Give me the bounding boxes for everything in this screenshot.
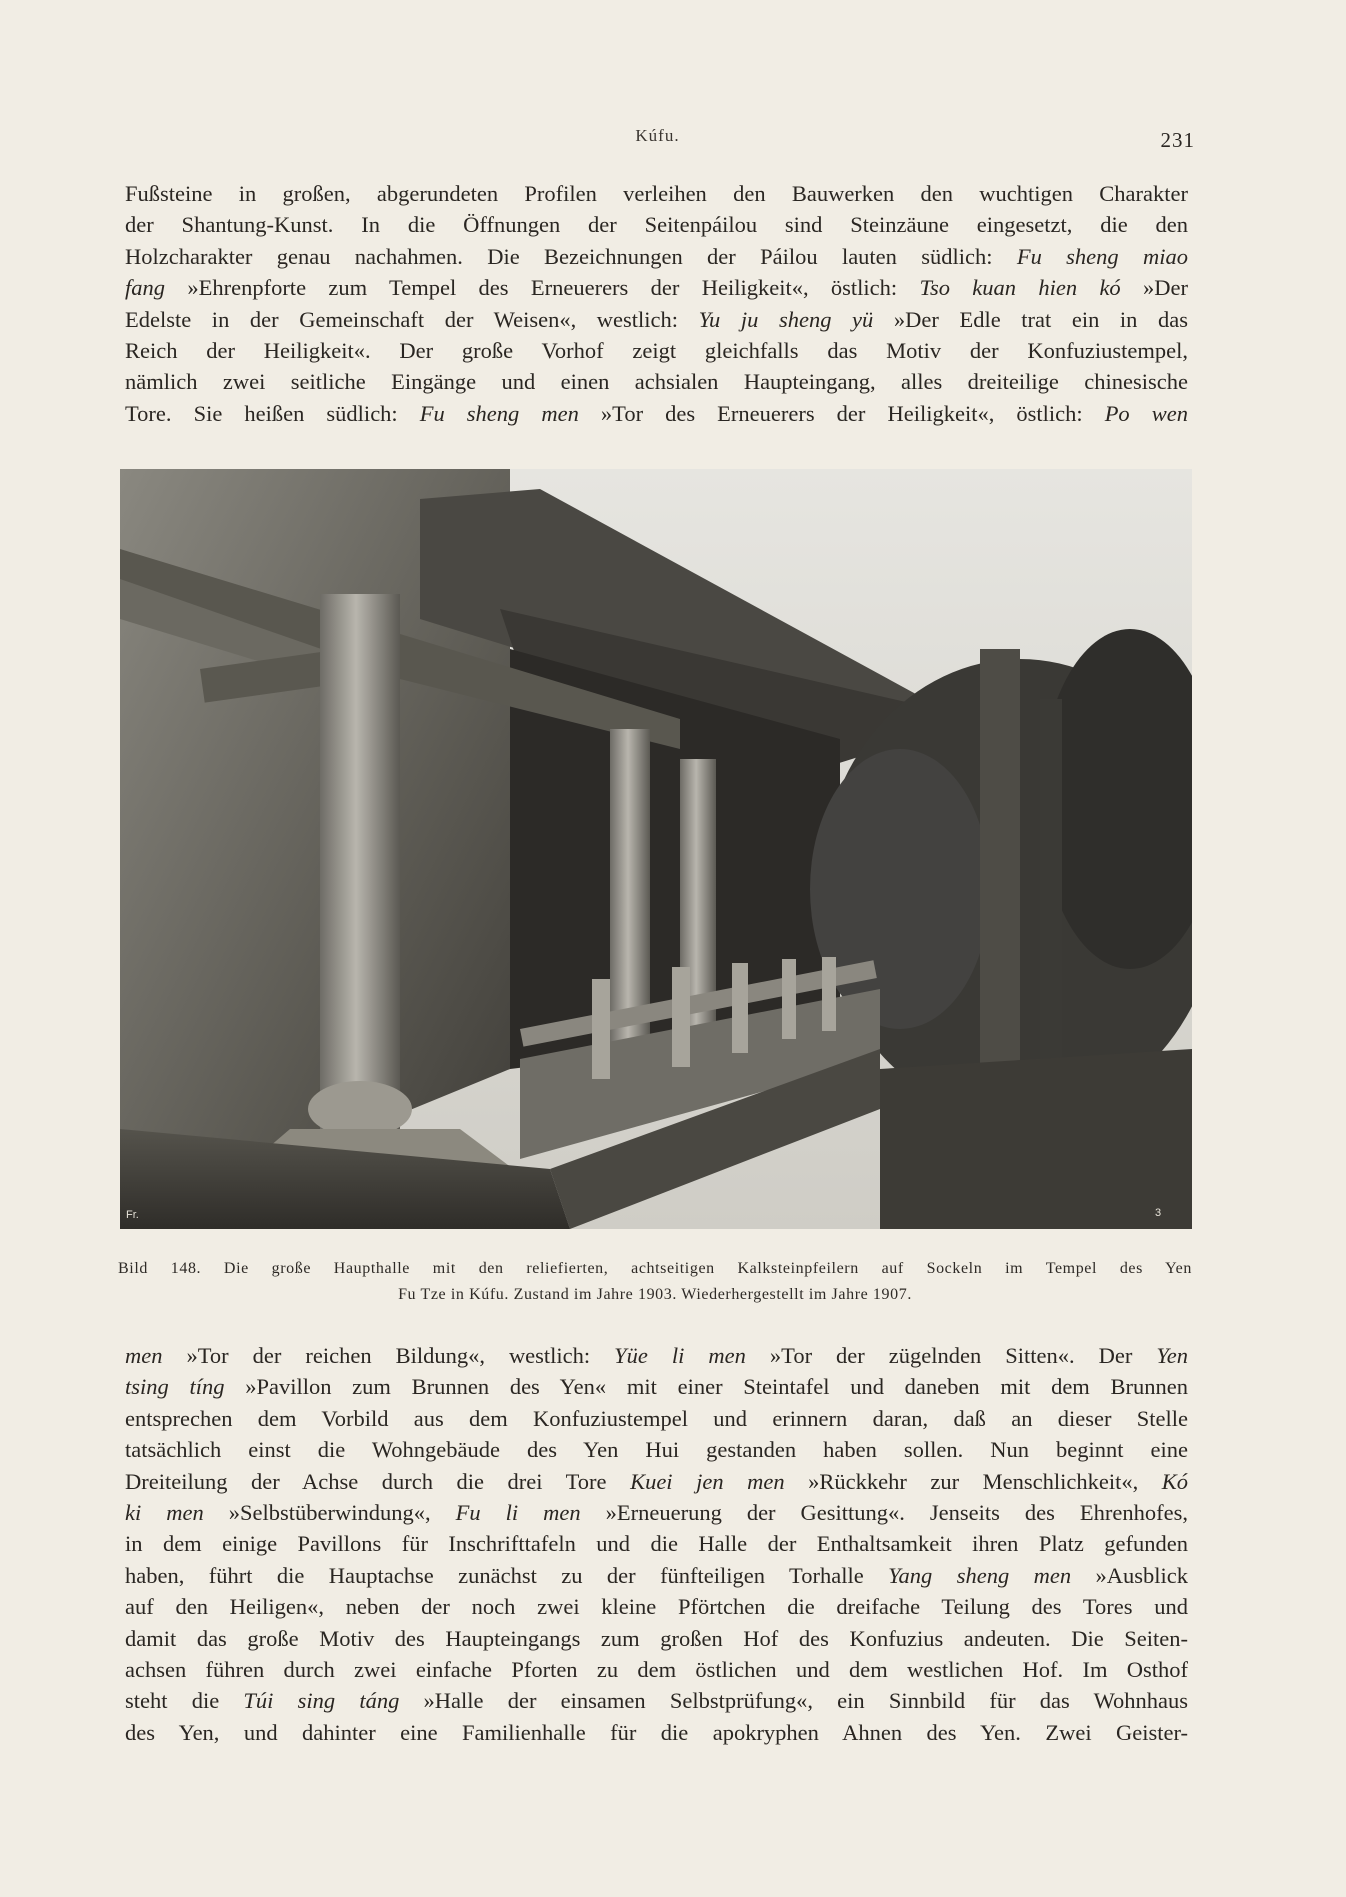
- text-line: tsing tíng »Pavillon zum Brunnen des Yen« mit einer Steintafel und daneben mit dem Brunnen: [125, 1374, 1189, 1400]
- text-line: tatsächlich einst die Wohngebäude des Yen Hui gestanden haben sollen. Nun beginnt eine: [125, 1437, 1188, 1463]
- text-line: achsen führen durch zwei einfache Pforten zu dem östlichen und dem westlichen Hof. Im Osthof: [125, 1657, 1188, 1683]
- page-header: [120, 126, 1195, 156]
- temple-hall-photo: [120, 469, 1192, 1229]
- text-line: ki men »Selbstüberwindung«, Fu li men »Erneuerung der Gesittung«. Jenseits des Ehrenhofes,: [125, 1500, 1188, 1526]
- body-text-top: [125, 178, 1188, 429]
- page-number: 231: [1160, 128, 1195, 152]
- text-line: des Yen, und dahinter eine Familienhalle für die apokryphen Ahnen des Yen. Zwei Geister-: [125, 1719, 1188, 1745]
- body-text-bottom: [125, 1340, 1188, 1748]
- text-line: steht die Túi sing táng »Halle der einsamen Selbstprüfung«, ein Sinnbild für das Wohnhaus: [125, 1688, 1188, 1714]
- text-line: auf den Heiligen«, neben der noch zwei kleine Pförtchen die dreifache Teilung des Tores und: [125, 1594, 1188, 1620]
- figure-photograph: [120, 469, 1192, 1229]
- text-line: Edelste in der Gemeinschaft der Weisen«, westlich: Yu ju sheng yü »Der Edle trat ein in das: [125, 306, 1188, 332]
- text-line: nämlich zwei seitliche Eingänge und einen achsialen Haupteingang, alles dreiteilige chinesische: [125, 369, 1188, 395]
- text-line: men »Tor der reichen Bildung«, westlich: Yüe li men »Tor der zügelnden Sitten«. Der Yen: [125, 1343, 1189, 1368]
- text-line: fang »Ehrenpforte zum Tempel des Erneuerers der Heiligkeit«, östlich: Tso kuan hien kó »Der: [125, 275, 1189, 301]
- caption-line-2: Fu Tze in Kúfu. Zustand im Jahre 1903. Wiederhergestellt im Jahre 1907.: [398, 1286, 912, 1303]
- text-line: entsprechen dem Vorbild aus dem Konfuziustempel und erinnern daran, daß an dieser Stelle: [125, 1405, 1188, 1431]
- photo-mark-right: 3: [1155, 1207, 1162, 1219]
- text-line: in dem einige Pavillons für Inschrifttafeln und die Halle der Enthaltsamkeit ihren Platz gefunden: [125, 1531, 1188, 1557]
- text-line: Fußsteine in großen, abgerundeten Profilen verleihen den Bauwerken den wuchtigen Charakter: [125, 181, 1188, 206]
- text-line: Reich der Heiligkeit«. Der große Vorhof zeigt gleichfalls das Motiv der Konfuziustempel,: [125, 338, 1188, 364]
- figure-caption: [118, 1256, 1192, 1308]
- photo-mark-left: Fr.: [126, 1209, 139, 1221]
- text-line: haben, führt die Hauptachse zunächst zu der fünfteiligen Torhalle Yang sheng men »Ausblick: [125, 1562, 1188, 1588]
- text-line: Dreiteilung der Achse durch die drei Tore Kuei jen men »Rückkehr zur Menschlichkeit«, Kó: [125, 1468, 1189, 1494]
- text-line: der Shantung-Kunst. In die Öffnungen der Seitenpáilou sind Steinzäune eingesetzt, die den: [125, 212, 1188, 238]
- text-line: damit das große Motiv des Haupteingangs zum großen Hof des Konfuzius andeuten. Die Seiten-: [125, 1625, 1188, 1651]
- caption-line-1: Bild 148. Die große Haupthalle mit den reliefierten, achtseitigen Kalksteinpfeilern auf Sockeln im Tempel des Yen: [118, 1260, 1192, 1277]
- text-line: Tore. Sie heißen südlich: Fu sheng men »Tor des Erneuerers der Heiligkeit«, östlich: Po wen: [125, 400, 1188, 426]
- running-title: Kúfu.: [635, 126, 680, 145]
- text-line: Holzcharakter genau nachahmen. Die Bezeichnungen der Páilou lauten südlich: Fu sheng miao: [125, 243, 1188, 269]
